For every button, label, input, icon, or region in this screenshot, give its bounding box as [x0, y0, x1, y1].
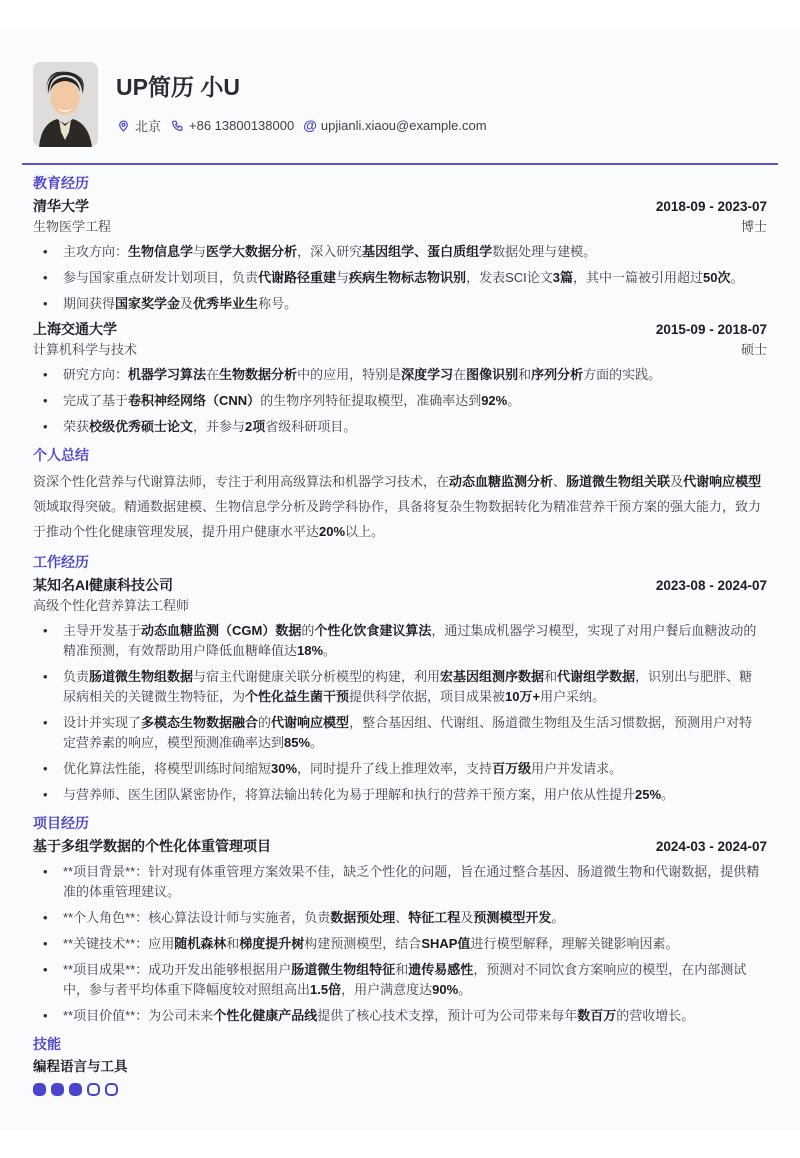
bullet-marker: • — [43, 623, 48, 638]
skill-dot-filled — [69, 1083, 82, 1096]
bullet-text: 设计并实现了多模态生物数据融合的代谢响应模型，整合基因组、代谢组、肠道微生物组及生活习惯数据，预测用户对特定营养素的响应，模型预测准确率达到85%。 — [63, 715, 753, 750]
bullet-marker: • — [43, 910, 48, 925]
bullet-item — [33, 960, 767, 1000]
school-name: 清华大学 — [33, 198, 89, 214]
bullet-item — [33, 934, 767, 954]
bullet-marker: • — [43, 393, 48, 408]
bullet-text: 参与国家重点研发计划项目，负责代谢路径重建与疾病生物标志物识别，发表SCI论文3篇，其中一篇被引用超过50次。 — [63, 270, 744, 285]
bullet-list — [33, 365, 767, 437]
work-entry — [33, 576, 767, 805]
bullet-marker: • — [43, 1008, 48, 1023]
contact-row — [116, 116, 487, 135]
bullet-text: **个人角色**：核心算法设计师与实施者，负责数据预处理、特征工程及预测模型开发。 — [63, 910, 565, 925]
bullet-text: 负责肠道微生物组数据与宿主代谢健康关联分析模型的构建，利用宏基因组测序数据和代谢组学数据，识别出与肥胖、糖尿病相关的关键微生物特征，为个性化益生菌干预提供科学依据，项目成果被10万+用户采纳。 — [63, 669, 753, 704]
bullet-item — [33, 908, 767, 928]
bullet-text: 完成了基于卷积神经网络（CNN）的生物序列特征提取模型，准确率达到92%。 — [63, 393, 521, 408]
entry-date: 2018-09 - 2023-07 — [655, 199, 767, 214]
bullet-marker: • — [43, 296, 48, 311]
bullet-item — [33, 268, 767, 288]
section-title-work: 工作经历 — [33, 554, 89, 570]
bullet-text: 研究方向：机器学习算法在生物数据分析中的应用，特别是深度学习在图像识别和序列分析方面的实践。 — [63, 367, 662, 382]
project-entry — [33, 837, 767, 1026]
contact-location — [116, 116, 161, 135]
bullet-list — [33, 862, 767, 1026]
section-skills — [33, 1034, 767, 1096]
bullet-item — [33, 667, 767, 707]
section-projects — [33, 813, 767, 1026]
section-work — [33, 552, 767, 805]
skill-dot-filled — [33, 1083, 46, 1096]
contact-email — [303, 118, 486, 133]
company-name: 某知名AI健康科技公司 — [33, 577, 173, 593]
phone-icon — [170, 118, 185, 133]
skill-dot-empty — [87, 1083, 100, 1096]
profile-photo — [33, 62, 98, 147]
resume-header — [0, 28, 800, 147]
bullet-item — [33, 365, 767, 385]
contact-phone — [170, 118, 294, 133]
bullet-marker: • — [43, 669, 48, 684]
bullet-marker: • — [43, 367, 48, 382]
bullet-item — [33, 785, 767, 805]
section-education — [33, 173, 767, 437]
bullet-item — [33, 759, 767, 779]
bullet-marker: • — [43, 761, 48, 776]
section-title-skills: 技能 — [33, 1036, 61, 1052]
bullet-item — [33, 417, 767, 437]
bullet-text: **关键技术**：应用随机森林和梯度提升树构建预测模型，结合SHAP值进行模型解释，理解关键影响因素。 — [63, 936, 679, 951]
section-title-education: 教育经历 — [33, 175, 89, 191]
major: 生物医学工程 — [33, 219, 112, 234]
degree: 博士 — [740, 219, 767, 234]
bullet-text: 主攻方向：生物信息学与医学大数据分析，深入研究基因组学、蛋白质组学数据处理与建模。 — [63, 244, 597, 259]
bullet-text: 荣获校级优秀硕士论文，并参与2项省级科研项目。 — [63, 419, 357, 434]
summary-text: 资深个性化营养与代谢算法师，专注于利用高级算法和机器学习技术，在动态血糖监测分析、肠道微生物组关联及代谢响应模型领域取得突破。精通数据建模、生物信息学分析及跨学科协作，具备将复杂生物数据转化为精准营养干预方案的强大能力，致力于推动个性化健康管理发展，提升用户健康水平达20%以上。 — [33, 474, 762, 539]
profile-photo-illustration — [33, 62, 98, 147]
education-entry — [33, 197, 767, 314]
phone-text: +86 13800138000 — [189, 118, 295, 133]
location-text: 北京 — [135, 119, 162, 134]
role-title: 高级个性化营养算法工程师 — [33, 598, 190, 613]
resume-page — [0, 28, 800, 1130]
bullet-list — [33, 242, 767, 314]
bullet-list — [33, 621, 767, 805]
skill-dot-empty — [105, 1083, 118, 1096]
bullet-marker: • — [43, 936, 48, 951]
header-divider — [22, 163, 778, 165]
email-text: upjianli.xiaou@example.com — [320, 118, 487, 133]
bullet-text: **项目成果**：成功开发出能够根据用户肠道微生物组特征和遗传易感性，预测对不同饮食方案响应的模型，在内部测试中，参与者平均体重下降幅度较对照组高出1.5倍，用户满意度达90%。 — [63, 962, 747, 997]
bullet-item — [33, 862, 767, 902]
bullet-marker: • — [43, 715, 48, 730]
major: 计算机科学与技术 — [33, 342, 138, 357]
bullet-item — [33, 1006, 767, 1026]
resume-content — [0, 173, 800, 1096]
bullet-marker: • — [43, 244, 48, 259]
bullet-item — [33, 621, 767, 661]
entry-date: 2015-09 - 2018-07 — [655, 322, 767, 337]
entry-date: 2023-08 - 2024-07 — [655, 578, 767, 593]
section-title-summary: 个人总结 — [33, 447, 89, 463]
candidate-name: UP简历 小U — [116, 74, 240, 100]
map-pin-icon — [116, 118, 131, 133]
skills-group-name: 编程语言与工具 — [33, 1059, 128, 1074]
school-name: 上海交通大学 — [33, 321, 117, 337]
bullet-text: **项目背景**：针对现有体重管理方案效果不佳，缺乏个性化的问题，旨在通过整合基因、肠道微生物和代谢数据，提供精准的体重管理建议。 — [63, 864, 760, 899]
bullet-item — [33, 242, 767, 262]
skill-dot-filled — [51, 1083, 64, 1096]
bullet-item — [33, 713, 767, 753]
skill-level-dots — [33, 1083, 767, 1096]
bullet-text: 主导开发基于动态血糖监测（CGM）数据的个性化饮食建议算法，通过集成机器学习模型，实现了对用户餐后血糖波动的精准预测，有效帮助用户降低血糖峰值达18%。 — [63, 623, 757, 658]
at-icon: @ — [303, 117, 317, 133]
bullet-marker: • — [43, 787, 48, 802]
header-info — [116, 62, 487, 147]
bullet-text: 优化算法性能，将模型训练时间缩短30%，同时提升了线上推理效率，支持百万级用户并发请求。 — [63, 761, 623, 776]
bullet-item — [33, 391, 767, 411]
entry-date: 2024-03 - 2024-07 — [655, 839, 767, 854]
section-title-projects: 项目经历 — [33, 815, 89, 831]
bullet-marker: • — [43, 270, 48, 285]
section-summary — [33, 445, 767, 544]
bullet-text: 期间获得国家奖学金及优秀毕业生称号。 — [63, 296, 298, 311]
bullet-item — [33, 294, 767, 314]
bullet-text: **项目价值**：为公司未来个性化健康产品线提供了核心技术支撑，预计可为公司带来每年数百万的营收增长。 — [63, 1008, 695, 1023]
degree: 硕士 — [740, 342, 767, 357]
bullet-text: 与营养师、医生团队紧密协作，将算法输出转化为易于理解和执行的营养干预方案，用户依从性提升25%。 — [63, 787, 675, 802]
bullet-marker: • — [43, 962, 48, 977]
education-entry — [33, 320, 767, 437]
bullet-marker: • — [43, 419, 48, 434]
bullet-marker: • — [43, 864, 48, 879]
project-name: 基于多组学数据的个性化体重管理项目 — [33, 838, 271, 854]
